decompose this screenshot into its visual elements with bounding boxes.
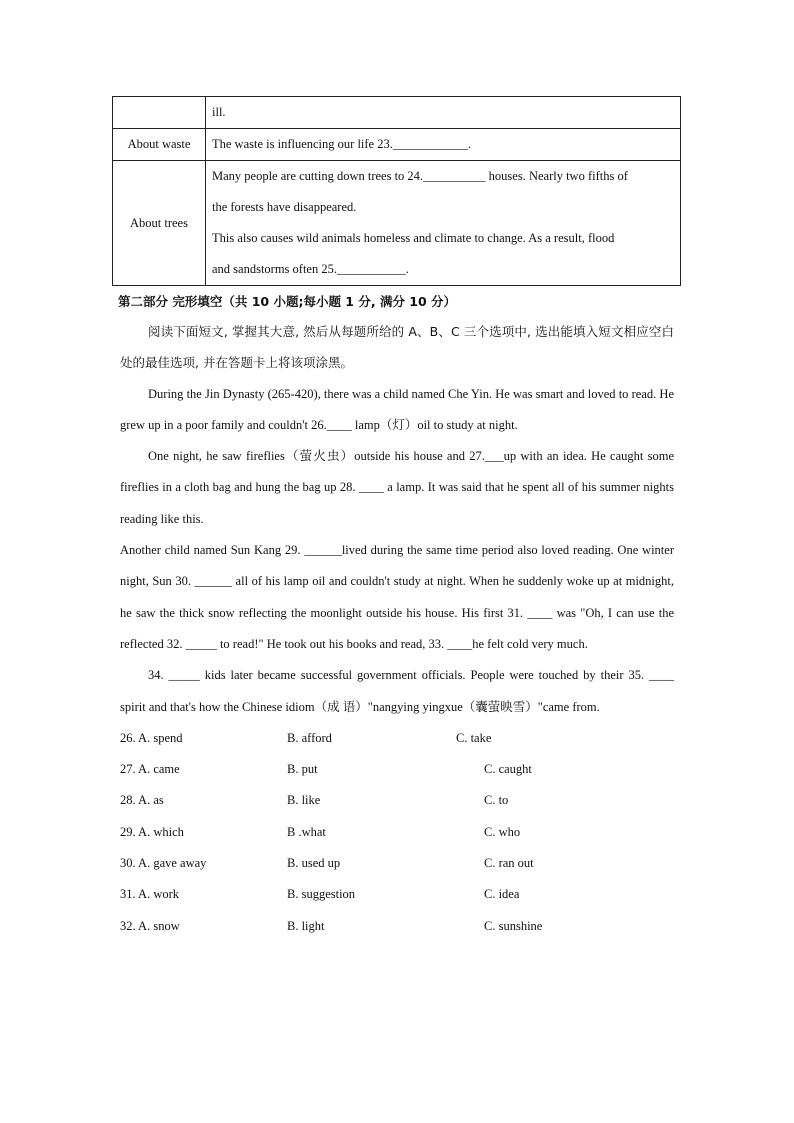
option-b[interactable]: B. afford <box>287 730 332 745</box>
option-c[interactable]: C. take <box>456 730 492 745</box>
row-label: About waste <box>113 129 206 161</box>
passage-paragraph: Another child named Sun Kang 29. ______lived during the same time period also loved reading. One winter night, Sun 30. ______ all of his lamp oil and couldn't study at night. When he suddenly woke up at midnight, he saw the thick snow reflecting the moonlight outside his house. His first 31. ____ was "Oh, I can use the reflected 32. _____ to read!" He took out his books and read, 33. ____he felt cold very much. <box>120 543 674 651</box>
passage-paragraph: During the Jin Dynasty (265-420), there was a child named Che Yin. He was smart and loved to read. He grew up in a poor family and couldn't 26.____ lamp（灯）oil to study at night. <box>120 386 674 432</box>
option-row <box>120 911 674 942</box>
option-a[interactable]: 27. A. came <box>120 762 180 777</box>
section-instruction: 阅读下面短文, 掌握其大意, 然后从每题所给的 A、B、C 三个选项中, 选出能填入短文相应空白处的最佳选项, 并在答题卡上将该项涂黑。 <box>120 324 674 371</box>
option-a[interactable]: 32. A. snow <box>120 918 180 933</box>
option-c[interactable]: C. to <box>484 793 509 808</box>
option-row <box>120 848 674 879</box>
option-c[interactable]: C. sunshine <box>484 918 543 933</box>
option-b[interactable]: B. light <box>287 918 325 933</box>
option-row <box>120 817 674 848</box>
row-label <box>113 97 206 129</box>
option-a[interactable]: 31. A. work <box>120 887 180 902</box>
option-a[interactable]: 30. A. gave away <box>120 856 207 871</box>
passage-paragraph: One night, he saw fireflies（萤火虫）outside his house and 27.___up with an idea. He caught some fireflies in a cloth bag and hung the bag up 28. ____ a lamp. It was said that he spent all of his summer nights reading like this. <box>120 449 674 526</box>
row-text: The waste is influencing our life 23.____________. <box>206 129 681 161</box>
option-b[interactable]: B .what <box>287 824 326 839</box>
option-row <box>120 754 674 785</box>
summary-table <box>112 96 681 286</box>
option-b[interactable]: B. suggestion <box>287 887 356 902</box>
option-b[interactable]: B. used up <box>287 856 341 871</box>
option-row <box>120 723 674 754</box>
option-c[interactable]: C. caught <box>484 762 532 777</box>
passage-paragraph: 34. _____ kids later became successful government officials. People were touched by their 35. ____ spirit and that's how the Chinese idiom（成 语）"nangying yingxue（囊萤映雪）"came from. <box>120 668 674 714</box>
option-a[interactable]: 28. A. as <box>120 793 164 808</box>
option-b[interactable]: B. put <box>287 762 318 777</box>
row-label: About trees <box>113 161 206 286</box>
option-row <box>120 785 674 816</box>
row-text: ill. <box>206 97 681 129</box>
table-row <box>113 161 681 286</box>
option-c[interactable]: C. ran out <box>484 856 534 871</box>
option-c[interactable]: C. who <box>484 824 521 839</box>
option-a[interactable]: 26. A. spend <box>120 730 183 745</box>
option-b[interactable]: B. like <box>287 793 321 808</box>
table-row <box>113 97 681 129</box>
row-text: Many people are cutting down trees to 24.__________ houses. Nearly two fifths of the forests have disappeared. This also causes wild animals homeless and climate to change. As a result, flood and sandstorms often 25.___________. <box>206 161 681 286</box>
table-row <box>113 129 681 161</box>
section-heading: 第二部分 完形填空（共 10 小题;每小题 1 分, 满分 10 分） <box>118 294 457 309</box>
cloze-section <box>120 288 674 942</box>
option-c[interactable]: C. idea <box>484 887 520 902</box>
option-a[interactable]: 29. A. which <box>120 824 184 839</box>
options-list <box>120 723 674 942</box>
option-row <box>120 879 674 910</box>
